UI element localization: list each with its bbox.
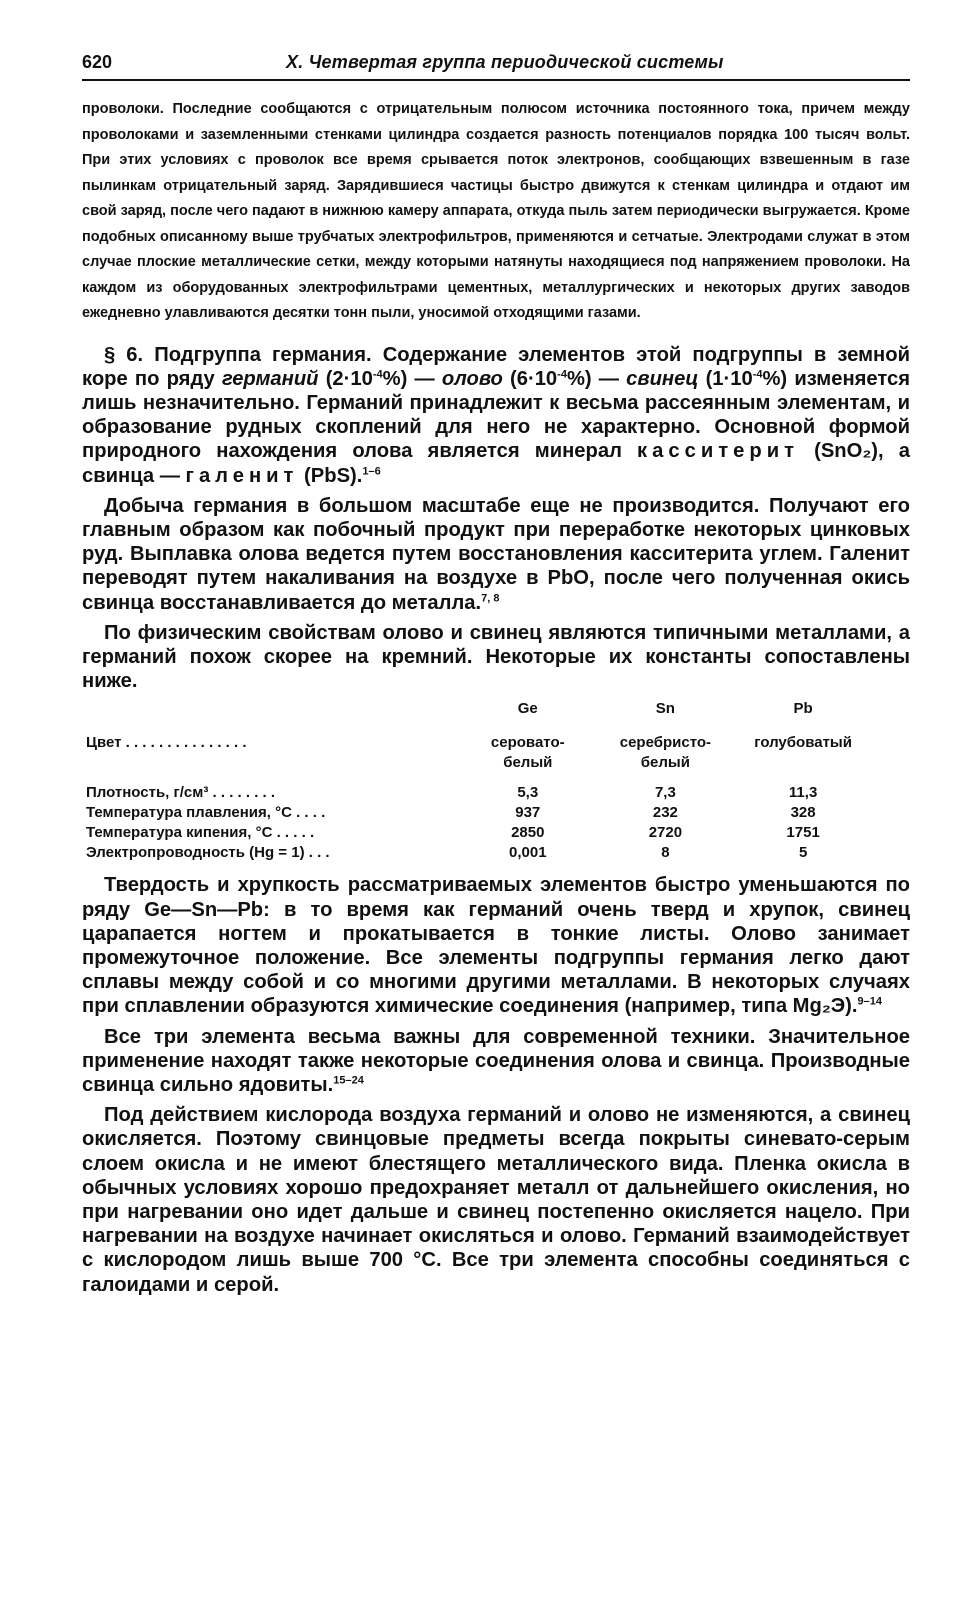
table-cell: голубоватый xyxy=(754,734,852,752)
cassiterite-term: касситерит xyxy=(637,440,799,463)
table-cell: 11,3 xyxy=(788,784,818,802)
row-label: Электропроводность (Hg = 1) . . . xyxy=(86,844,330,862)
lead-term: свинец xyxy=(626,367,699,390)
section-paragraph: § 6. Подгруппа германия. Содержание элементов этой подгруппы в земной коре по ряду германий $(2\cdot 10^{-4}\%)$ — олово $(6\cdot 10^{-4}\%)$ — свинец $(1\cdot 10^{-4}\%)$ изменяется лишь незначительно. Германий принадлежит к весьма рассеянным элементам, и образование рудных скоплений для него не характерно. Основной формой природного нахождения олова является минерал касситерит (SnO₂), а свинца — галенит (PbS).$^{1-6}$ xyxy=(82,343,911,487)
paragraph-production: Добыча германия в большом масштабе еще не производится. Получают его главным образом как побочный продукт при переработке некоторых цинковых руд. Выплавка олова ведется путем восстановления касситерита углем. Галенит переводят путем накаливания на воздухе в PbO, после чего полученная окись свинца восстанавливается до металла.$^{7, 8}$ xyxy=(82,494,910,614)
row-label: Цвет . . . . . . . . . . . . . . . xyxy=(86,734,247,752)
constants-table xyxy=(82,699,872,863)
footnote-ref: 1–6 xyxy=(362,464,381,477)
footnote-ref: 7, 8 xyxy=(481,591,500,604)
footnote-ref: 15–24 xyxy=(333,1074,364,1087)
column-header: Sn xyxy=(655,700,675,718)
galena-term: галенит xyxy=(185,464,299,487)
table-row xyxy=(82,733,872,783)
section-heading: § 6. Подгруппа германия. xyxy=(104,343,372,366)
germanium-term: германий xyxy=(221,367,319,390)
table-row xyxy=(82,823,872,843)
paragraph-hardness: Твердость и хрупкость рассматриваемых элементов быстро уменьшаются по ряду Ge—Sn—Pb: в то время как германий очень тверд и хрупок, свинец царапается ногтем и прокатывается в тонкие листы. Олово занимает промежуточное положение. Все элементы подгруппы германия легко дают сплавы между собой и со многими другими металлами. В некоторых случаях при сплавлении образуются химические соединения (например, типа Mg₂Э).$^{9-14}$ xyxy=(82,874,910,1018)
running-title: X. Четвертая группа периодической системы xyxy=(286,52,724,72)
paragraph-oxidation: Под действием кислорода воздуха германий и олово не изменяются, а свинец окисляется. Поэтому свинцовые предметы всегда покрыты синевато-серым слоем окисла и не имеют блестящего металлического вида. Пленка окисла в обычных условиях хорошо предохраняет металл от дальнейшего окисления, но при нагревании оно идет дальше и свинец постепенно окисляется нацело. При нагревании на воздухе начинает окисляться и олово. Германий взаимодействует с кислородом лишь выше 700 °С. Все три элемента способны соединяться с галоидами и серой. xyxy=(82,1104,910,1296)
table-cell: 5,3 xyxy=(517,784,539,802)
column-header: Pb xyxy=(793,700,813,718)
table-row xyxy=(82,843,872,863)
table-header-row xyxy=(82,699,872,733)
table-cell: серебристо- белый xyxy=(619,734,712,772)
paragraph-properties-intro: По физическим свойствам олово и свинец являются типичными металлами, а германий похож скорее на кремний. Некоторые их константы сопоставлены ниже. xyxy=(82,621,910,693)
table-cell: 328 xyxy=(790,804,816,822)
table-cell: 5 xyxy=(798,844,808,862)
intro-paragraph: проволоки. Последние сообщаются с отрицательным полюсом источника постоянного тока, причем между проволоками и заземленными стенками цилиндра создается разность потенциалов порядка 100 тысяч вольт. При этих условиях с проволок все время срывается поток электронов, сообщающих взвешенным в газе пылинкам отрицательный заряд. Зарядившиеся частицы быстро движутся к стенкам цилиндра и отдают им свой заряд, после чего падают в нижнюю камеру аппарата, откуда пыль затем периодически выгружается. Кроме подобных описанному выше трубчатых электрофильтров, применяются и сетчатые. Электродами служат в этом случае плоские металлические сетки, между которыми натянуты находящиеся под напряжением проволоки. На каждом из оборудованных электрофильтрами цементных, металлургических и некоторых других заводов ежедневно улавливаются десятки тонн пыли, уносимой отходящими газами. xyxy=(82,101,910,321)
row-label: Плотность, г/см³ . . . . . . . . xyxy=(86,784,276,802)
table-cell: 2720 xyxy=(648,824,683,842)
row-label: Температура кипения, °С . . . . . xyxy=(86,824,315,842)
table-row xyxy=(82,803,872,823)
table-cell: серовато- белый xyxy=(490,734,565,772)
post-table-text xyxy=(82,873,910,1296)
page-number: 620 xyxy=(82,52,113,72)
table-cell: 0,001 xyxy=(509,844,547,862)
running-header xyxy=(82,52,910,81)
table-cell: 7,3 xyxy=(654,784,676,802)
table-cell: 2850 xyxy=(511,824,545,842)
table-cell: 937 xyxy=(515,804,541,822)
footnote-ref: 9–14 xyxy=(857,995,882,1008)
table-cell: 232 xyxy=(652,804,678,822)
table-cell: 1751 xyxy=(786,824,820,842)
main-text xyxy=(82,343,910,1297)
paragraph-importance: Все три элемента весьма важны для современной техники. Значительное применение находят также некоторые соединения олова и свинца. Производные свинца сильно ядовиты.$^{15-24}$ xyxy=(82,1025,910,1096)
tin-term: олово xyxy=(441,367,503,390)
table-cell: 8 xyxy=(661,844,670,862)
row-label: Температура плавления, °С . . . . xyxy=(86,804,326,822)
table-row xyxy=(82,783,872,803)
column-header: Ge xyxy=(517,700,538,718)
